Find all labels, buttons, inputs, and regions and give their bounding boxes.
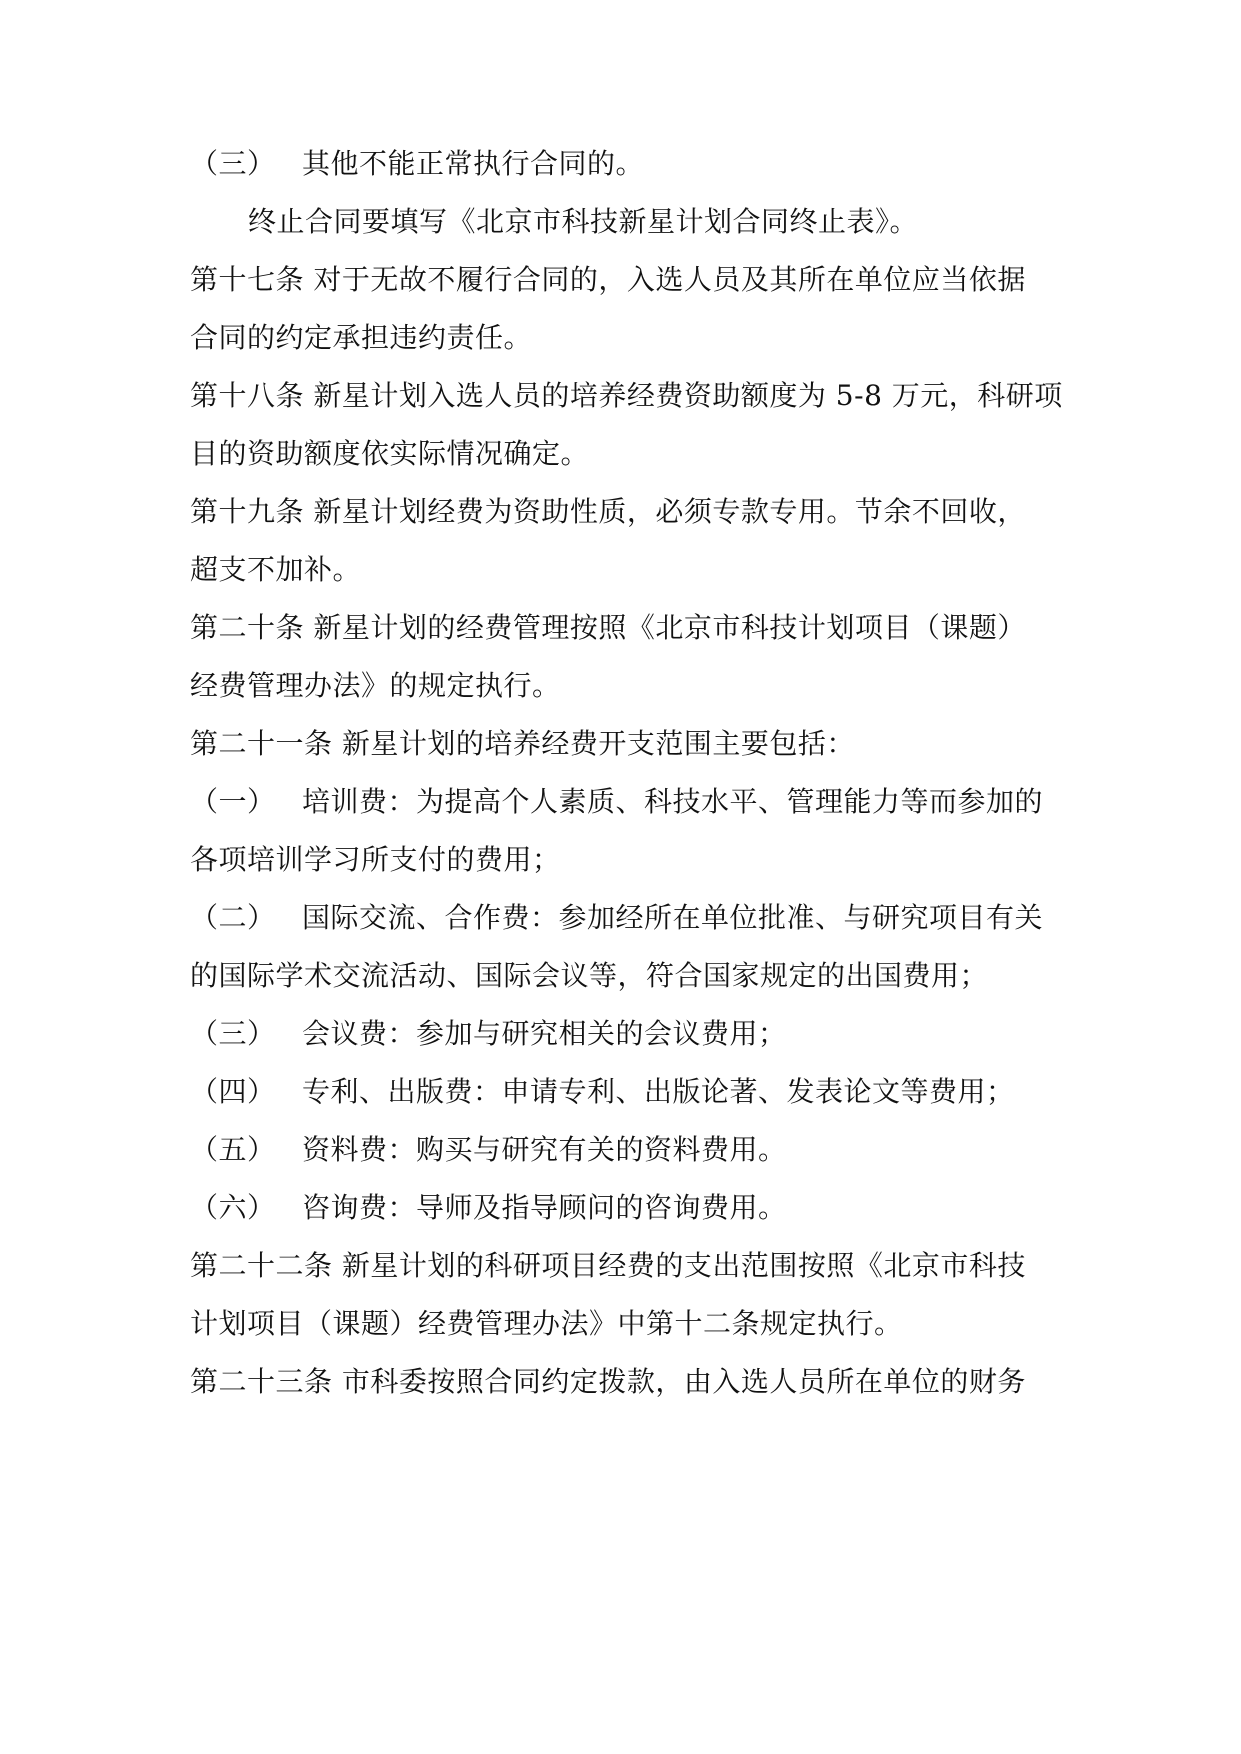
paragraph-line [190,842,561,878]
paragraph-line [190,1190,787,1226]
line-text: 超支不加补。 [190,553,362,586]
line-text: 会议费：参加与研究相关的会议费用； [302,1017,787,1050]
line-text: 第二十三条 市科委按照合同约定拨款，由入选人员所在单位的财务 [190,1365,1026,1398]
line-text: 经费管理办法》的规定执行。 [190,669,561,702]
paragraph-line [190,1016,787,1052]
paragraph-line [190,610,1026,646]
paragraph-line [190,494,1026,530]
line-text: 第十七条 对于无故不履行合同的，入选人员及其所在单位应当依据 [190,263,1026,296]
paragraph-line [190,1132,787,1168]
item-number: （三） [190,147,276,180]
paragraph-line [190,958,988,994]
paragraph-line [190,1364,1026,1400]
paragraph-line [190,1248,1026,1284]
paragraph-line [190,1306,903,1342]
line-text: 资料费：购买与研究有关的资料费用。 [302,1133,787,1166]
paragraph-line [190,320,532,356]
item-number: （一） [190,785,276,818]
item-number: （三） [190,1017,276,1050]
line-text: 第二十一条 新星计划的培养经费开支范围主要包括： [190,727,855,760]
paragraph-line [190,436,589,472]
line-text: 专利、出版费：申请专利、出版论著、发表论文等费用； [302,1075,1015,1108]
paragraph-line [190,668,561,704]
paragraph-line [190,784,1043,820]
item-number: （二） [190,901,276,934]
line-text: 其他不能正常执行合同的。 [302,147,645,180]
line-text: 合同的约定承担违约责任。 [190,321,533,354]
line-text: 目的资助额度依实际情况确定。 [190,437,590,470]
line-text: 各项培训学习所支付的费用； [190,843,561,876]
line-text: 计划项目（课题）经费管理办法》中第十二条规定执行。 [190,1307,903,1340]
line-text: 第二十二条 新星计划的科研项目经费的支出范围按照《北京市科技 [190,1249,1026,1282]
line-text: 第二十条 新星计划的经费管理按照《北京市科技计划项目（课题） [190,611,1026,644]
paragraph-line [190,146,644,182]
line-text: 国际交流、合作费：参加经所在单位批准、与研究项目有关 [302,901,1044,934]
paragraph-line [190,726,855,762]
line-text: 培训费：为提高个人素质、科技水平、管理能力等而参加的 [302,785,1044,818]
paragraph-line [190,262,1026,298]
paragraph-line [190,378,1063,414]
paragraph-line [190,552,361,588]
paragraph-line [190,900,1043,936]
line-text: 第十八条 新星计划入选人员的培养经费资助额度为 5-8 万元，科研项 [190,379,1063,412]
item-number: （六） [190,1191,276,1224]
line-text: 终止合同要填写《北京市科技新星计划合同终止表》。 [248,205,919,238]
line-text: 第十九条 新星计划经费为资助性质，必须专款专用。节余不回收， [190,495,1026,528]
line-text: 咨询费：导师及指导顾问的咨询费用。 [302,1191,787,1224]
paragraph-line [190,1074,1015,1110]
line-text: 的国际学术交流活动、国际会议等，符合国家规定的出国费用； [190,959,989,992]
item-number: （四） [190,1075,276,1108]
paragraph-line [248,204,918,240]
item-number: （五） [190,1133,276,1166]
